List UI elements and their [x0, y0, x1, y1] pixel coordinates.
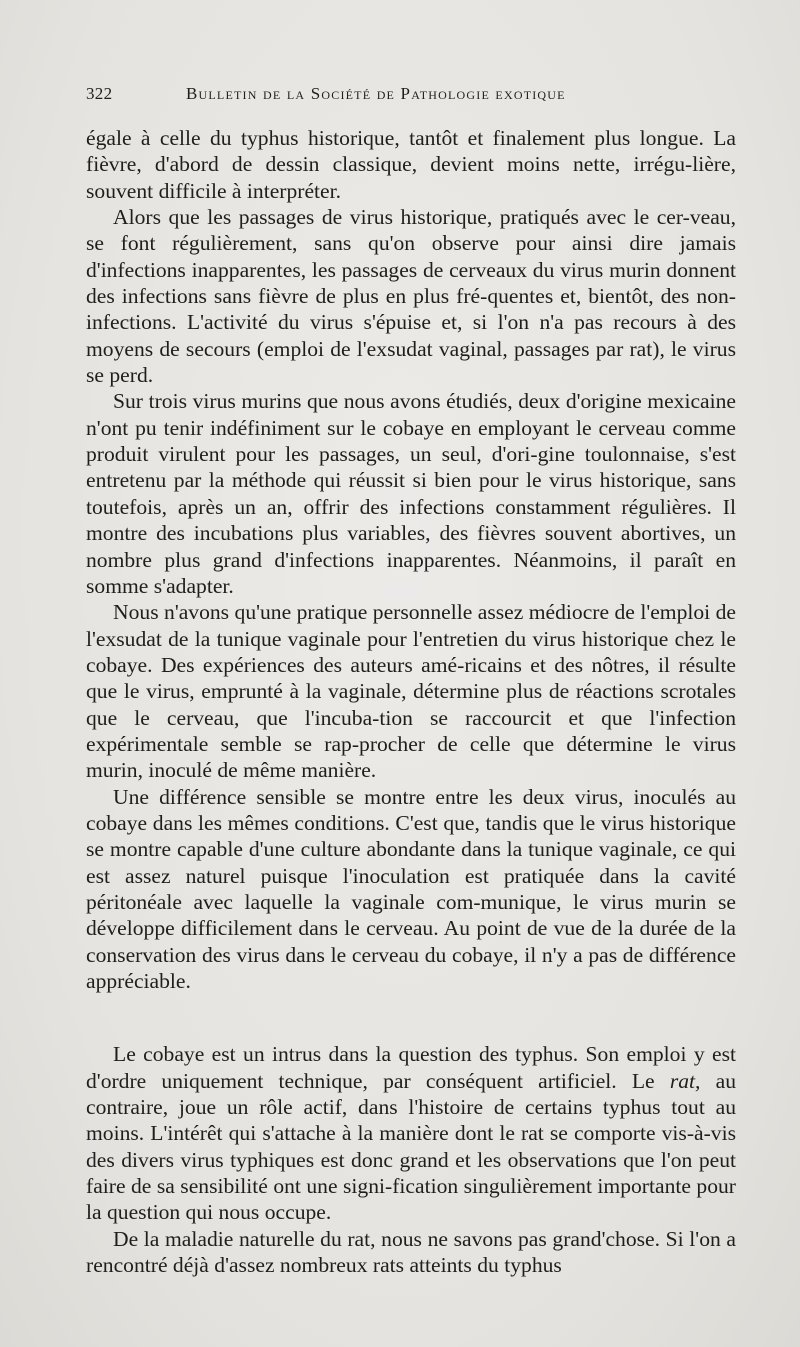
page-number: 322	[86, 84, 113, 103]
paragraph-3: Sur trois virus murins que nous avons étudiés, deux d'origine mexicaine n'ont pu tenir indéfiniment sur le cobaye en employant le cerveau comme produit virulent pour les passages, un seul, d'ori-gine toulonnaise, s'est entretenu par la méthode qui réussit si bien pour le virus historique, sans toutefois, après un an, offrir des infections constamment régulières. Il montre des incubations plus variables, des fièvres souvent abortives, un nombre plus grand d'infections inapparentes. Néanmoins, il paraît en somme s'adapter.	[86, 389, 736, 598]
paragraph-6-text-start: Le cobaye est un intrus dans la question des typhus. Son emploi y est d'ordre uniquement technique, par conséquent artificiel. Le	[86, 1042, 736, 1093]
journal-title: Bulletin de la Société de Pathologie exotique	[186, 84, 566, 103]
running-head	[86, 84, 734, 112]
paragraph-2: Alors que les passages de virus historique, pratiqués avec le cer-veau, se font régulièrement, sans qu'on observe pour ainsi dire jamais d'infections inapparentes, les passages de cerveaux du virus murin donnent des infections sans fièvre de plus en plus fré-quentes et, bientôt, des non-infections. L'activité du virus s'épuise et, si l'on n'a pas recours à des moyens de secours (emploi de l'exsudat vaginal, passages par rat), le virus se perd.	[86, 205, 736, 388]
paragraph-4: Nous n'avons qu'une pratique personnelle assez médiocre de l'emploi de l'exsudat de la tunique vaginale pour l'entretien du virus historique chez le cobaye. Des expériences des auteurs amé-ricains et des nôtres, il résulte que le virus, emprunté à la vaginale, détermine plus de réactions scrotales que le cerveau, que l'incuba-tion se raccourcit et que l'infection expérimentale semble se rap-procher de celle que détermine le virus murin, inoculé de même manière.	[86, 600, 736, 783]
section-break	[86, 994, 736, 1041]
italic-term-rat: rat,	[669, 1068, 701, 1093]
paragraph-6-text-end: au contraire, joue un rôle actif, dans l'histoire de certains typhus tout au moins. L'intérêt qui s'attache à la manière dont le rat se comporte vis-à-vis des divers virus typhiques est donc grand et les observations que l'on peut faire de sa sensibilité ont une signi-fication singulièrement importante pour la question qui nous occupe.	[86, 1068, 737, 1225]
paragraph-6	[86, 1041, 736, 1225]
paragraph-7: De la maladie naturelle du rat, nous ne savons pas grand'chose. Si l'on a rencontré déjà d'assez nombreux rats atteints du typhus	[86, 1226, 736, 1278]
paragraph-5: Une différence sensible se montre entre les deux virus, inoculés au cobaye dans les mêmes conditions. C'est que, tandis que le virus historique se montre capable d'une culture abondante dans la tunique vaginale, ce qui est assez naturel puisque l'inoculation est pratiquée dans la cavité péritonéale avec laquelle la vaginale com-munique, le virus murin se développe difficilement dans le cerveau. Au point de vue de la durée de la conservation des virus dans le cerveau du cobaye, il n'y a pas de différence appréciable.	[86, 784, 736, 993]
paragraph-1: égale à celle du typhus historique, tantôt et finalement plus longue. La fièvre, d'abord de dessin classique, devient moins nette, irrégu-lière, souvent difficile à interpréter.	[86, 126, 736, 203]
body-text	[86, 125, 736, 1278]
